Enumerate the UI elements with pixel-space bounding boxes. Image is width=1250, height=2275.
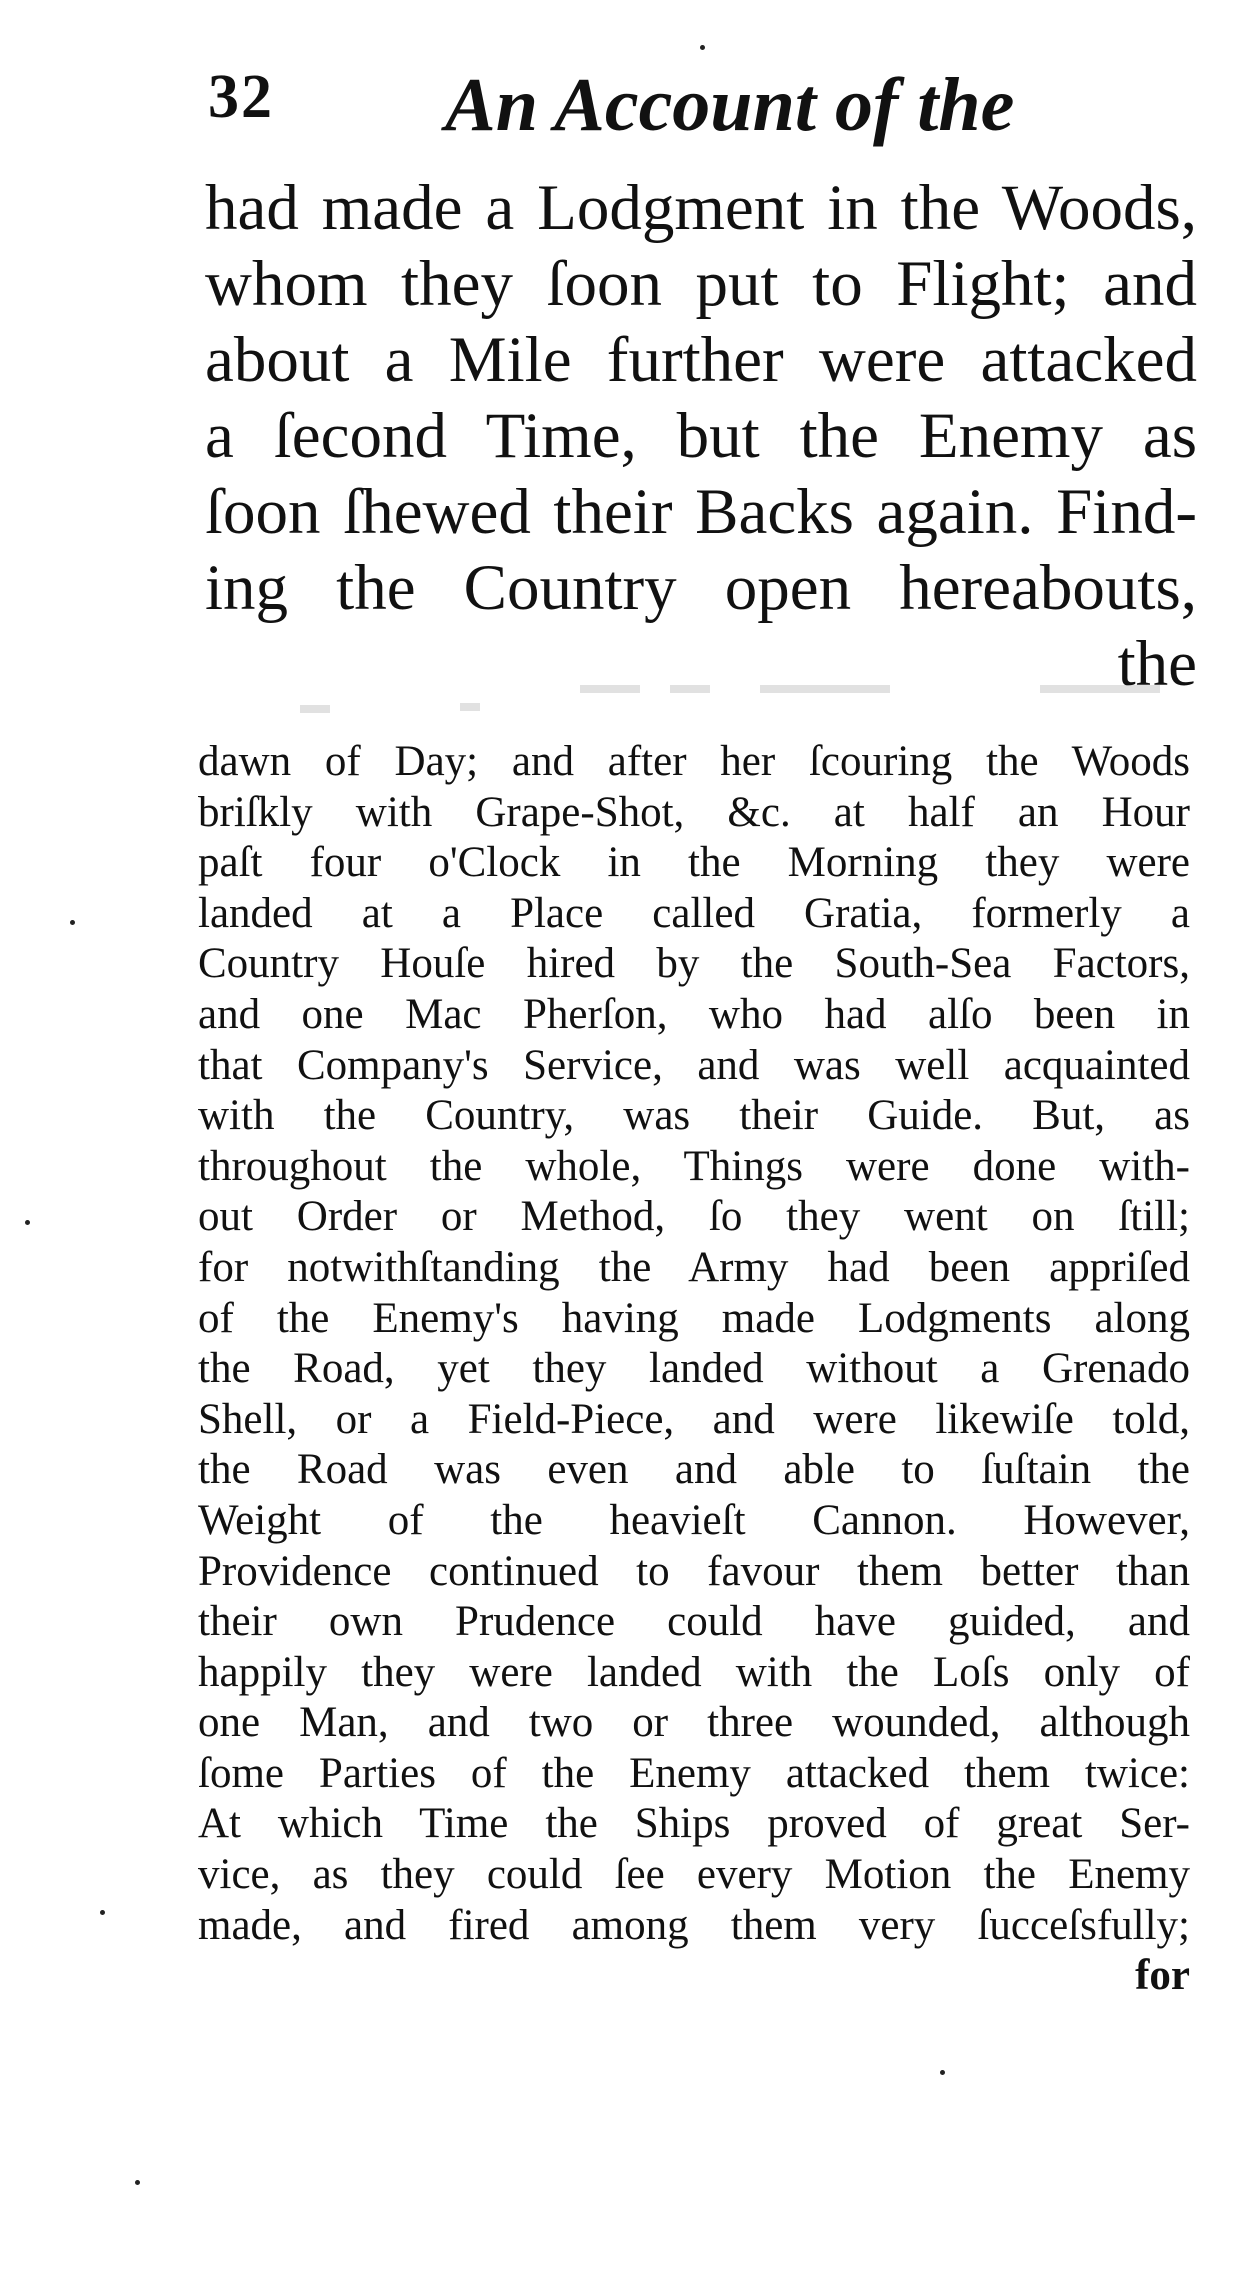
ink-speck xyxy=(700,45,705,50)
page-number: 32 xyxy=(208,63,274,131)
text-line: a ſecond Time, but the Enemy as xyxy=(205,400,1197,472)
text-line: landed at a Place called Gratia, formerly a xyxy=(198,889,1190,937)
text-line: ing the Country open hereabouts, xyxy=(205,552,1197,624)
text-line: the xyxy=(1117,628,1197,700)
ink-speck xyxy=(940,2070,945,2075)
text-line: out Order or Method, ſo they went on ſtill; xyxy=(198,1193,1190,1241)
text-line: whom they ſoon put to Flight; and xyxy=(205,248,1197,320)
text-line: Weight of the heavieſt Cannon. However, xyxy=(198,1496,1190,1544)
text-line: one Man, and two or three wounded, although xyxy=(198,1699,1190,1747)
small-type-block xyxy=(198,737,1190,2002)
text-line: for notwithſtanding the Army had been appriſed xyxy=(198,1243,1190,1291)
text-line: about a Mile further were attacked xyxy=(205,324,1197,396)
large-type-block xyxy=(205,170,1197,702)
text-line: dawn of Day; and after her ſcouring the Woods xyxy=(198,738,1190,785)
text-line: ſoon ſhewed their Backs again. Find- xyxy=(205,476,1197,548)
text-line: that Company's Service, and was well acquainted xyxy=(198,1041,1190,1089)
text-line: their own Prudence could have guided, and xyxy=(198,1598,1190,1646)
text-line: of the Enemy's having made Lodgments along xyxy=(198,1294,1190,1342)
text-line: and one Mac Pherſon, who had alſo been in xyxy=(198,990,1190,1038)
text-line: happily they were landed with the Loſs only of xyxy=(198,1648,1190,1696)
catchword: for xyxy=(1135,1952,1190,2000)
text-line: Providence continued to favour them better than xyxy=(198,1547,1190,1595)
ink-speck xyxy=(25,1220,30,1225)
text-line: vice, as they could ſee every Motion the Enemy xyxy=(198,1851,1190,1899)
text-line: made, and fired among them very ſucceſsfully; xyxy=(198,1901,1190,1949)
text-line: paſt four o'Clock in the Morning they were xyxy=(198,839,1190,887)
text-line: Country Houſe hired by the South-Sea Factors, xyxy=(198,940,1190,988)
text-line: At which Time the Ships proved of great Ser- xyxy=(198,1800,1190,1848)
faint-bleed-through xyxy=(160,675,1160,735)
text-line: had made a Lodgment in the Woods, xyxy=(205,172,1197,244)
text-line: briſkly with Grape-Shot, &c. at half an Hour xyxy=(198,788,1190,836)
running-title: An Account of the xyxy=(445,63,1015,147)
text-line: the Road, yet they landed without a Grenado xyxy=(198,1345,1190,1393)
ink-speck xyxy=(100,1910,105,1915)
text-line: ſome Parties of the Enemy attacked them twice: xyxy=(198,1749,1190,1797)
ink-speck xyxy=(70,920,75,925)
running-head xyxy=(0,62,1250,152)
text-line: the Road was even and able to ſuſtain the xyxy=(198,1446,1190,1494)
text-line: throughout the whole, Things were done with- xyxy=(198,1142,1190,1190)
text-line: with the Country, was their Guide. But, as xyxy=(198,1092,1190,1140)
ink-speck xyxy=(135,2180,140,2185)
text-line: Shell, or a Field-Piece, and were likewiſe told, xyxy=(198,1395,1190,1443)
